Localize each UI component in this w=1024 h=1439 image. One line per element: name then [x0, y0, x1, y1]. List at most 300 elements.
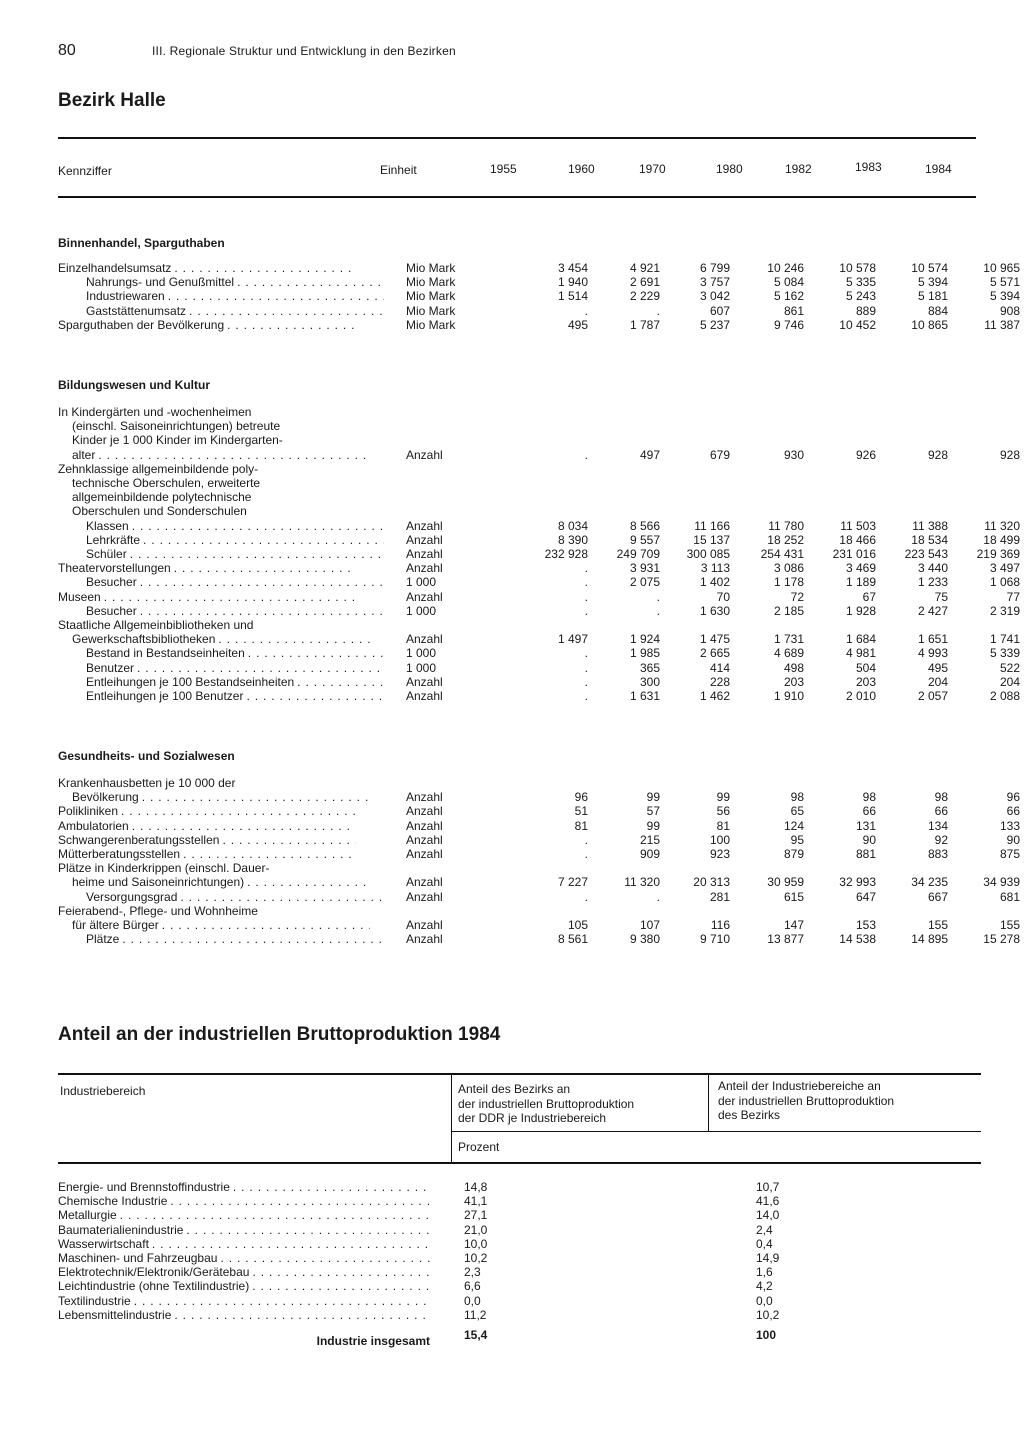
cell-value: 96 — [1006, 790, 1020, 805]
table-row — [58, 932, 1020, 946]
cell-value — [948, 776, 1020, 790]
cell-value: 2 665 — [699, 646, 730, 661]
cell-value — [804, 776, 876, 790]
row-label-text: Theatervorstellungen — [58, 561, 171, 576]
year-header-1960: 1960 — [568, 162, 595, 176]
cell-value: 3 757 — [699, 275, 730, 290]
row-label-text: Schüler — [86, 547, 127, 562]
table-row — [58, 661, 1020, 675]
cell-value — [506, 861, 588, 875]
cell-value: 3 440 — [917, 561, 948, 576]
cell-value: 3 086 — [773, 561, 804, 576]
row-label — [58, 275, 384, 289]
cell-value — [876, 476, 948, 490]
cell-value — [876, 504, 948, 518]
cell-value: 70 — [716, 589, 730, 604]
row-label — [58, 448, 370, 462]
cell-value — [948, 476, 1020, 490]
cell-value: 56 — [716, 804, 730, 819]
cell-value: 231 016 — [832, 547, 876, 562]
row-label-cell — [58, 575, 384, 589]
cell-value: 4 993 — [917, 646, 948, 661]
year-header-1982: 1982 — [785, 162, 812, 176]
industry-table — [58, 1180, 956, 1348]
cell-value: . — [584, 832, 588, 847]
row-label-cell — [58, 519, 384, 533]
header-top-rule — [58, 137, 976, 139]
cell-value — [660, 618, 730, 632]
cell-value: 10 865 — [911, 317, 948, 332]
cell-value: 1 940 — [557, 275, 588, 290]
cell-value: 9 746 — [773, 317, 804, 332]
cell-value — [730, 618, 804, 632]
cell-value: 203 — [783, 674, 804, 689]
cell-value: 11 388 — [912, 518, 948, 533]
table-row — [58, 405, 1020, 419]
cell-value: 9 710 — [699, 932, 730, 947]
cell-value: . — [584, 603, 588, 618]
industry-label — [58, 1180, 430, 1194]
row-label-cell — [58, 675, 384, 689]
row-label-text: Oberschulen und Sonderschulen — [72, 504, 247, 519]
cell-value: 98 — [790, 790, 804, 805]
cell-value — [876, 462, 948, 476]
cell-value: 5 162 — [773, 289, 804, 304]
cell-value — [506, 490, 588, 504]
cell-value: 10 246 — [767, 261, 804, 275]
table2-col-divider-1 — [451, 1075, 452, 1163]
cell-value: 926 — [855, 447, 876, 462]
cell-value: 18 534 — [911, 532, 948, 547]
table2-col-a-line2: der industriellen Bruttoproduktion — [458, 1096, 635, 1111]
industry-label — [58, 1194, 430, 1208]
table-row — [58, 490, 1020, 504]
row-label-cell — [58, 833, 384, 847]
cell-value: 100 — [709, 832, 730, 847]
row-label-text: Bevölkerung — [72, 790, 139, 805]
industry-label-text: Baumaterialienindustrie — [58, 1222, 184, 1237]
industry-label-cell — [58, 1180, 436, 1194]
row-label — [58, 304, 384, 318]
cell-value: 928 — [999, 447, 1020, 462]
row-label — [58, 433, 370, 447]
row-label — [58, 533, 384, 547]
row-label-cell — [58, 433, 384, 447]
row-label-cell — [58, 289, 384, 303]
share-ddr-value: 11,2 — [464, 1307, 487, 1322]
row-label — [58, 590, 356, 604]
row-label-cell — [58, 875, 384, 889]
row-label-text: Lehrkräfte — [86, 532, 141, 547]
row-label-text: Benutzer — [86, 660, 135, 675]
cell-value: . — [584, 660, 588, 675]
row-label — [58, 776, 356, 790]
row-label-text: Museen — [58, 589, 101, 604]
cell-value: 495 — [927, 660, 948, 675]
cell-value — [660, 419, 730, 433]
cell-value: 2 691 — [629, 275, 660, 290]
cell-value: . — [584, 689, 588, 704]
cell-value — [660, 405, 730, 419]
row-unit — [384, 861, 506, 875]
cell-value: 908 — [999, 303, 1020, 318]
table-row — [58, 776, 1020, 790]
cell-value: 99 — [646, 790, 660, 805]
row-label-text: Gewerkschaftsbibliotheken — [72, 632, 216, 647]
cell-value: 15 137 — [693, 532, 730, 547]
row-label-text: Besucher — [86, 603, 137, 618]
row-unit: Anzahl — [406, 932, 443, 947]
table2-col-b-line2: der industriellen Bruttoproduktion — [718, 1093, 895, 1108]
cell-value: 90 — [1006, 832, 1020, 847]
table-row — [58, 1265, 956, 1279]
cell-value: 923 — [709, 847, 730, 862]
row-label — [58, 833, 356, 847]
leader-dots — [227, 318, 356, 332]
share-bezirk-value: 14,0 — [756, 1208, 780, 1223]
table-row — [58, 618, 1020, 632]
cell-value — [804, 405, 876, 419]
cell-value — [588, 490, 660, 504]
row-label — [58, 504, 370, 518]
row-unit: Mio Mark — [406, 289, 456, 304]
cell-value: . — [656, 603, 660, 618]
cell-value — [588, 776, 660, 790]
row-label-text: Nahrungs- und Genußmittel — [86, 275, 235, 290]
cell-value — [804, 419, 876, 433]
table-row — [58, 575, 1020, 589]
section-table — [58, 405, 1020, 703]
cell-value: 95 — [790, 832, 804, 847]
industry-label-text: Metallurgie — [58, 1208, 117, 1223]
cell-value: 681 — [999, 889, 1020, 904]
row-label — [58, 419, 370, 433]
row-label — [58, 890, 384, 904]
cell-value: 3 469 — [845, 561, 876, 576]
row-label — [58, 875, 370, 889]
table-row — [58, 890, 1020, 904]
table2-col-b-line1: Anteil der Industriebereiche an — [718, 1079, 881, 1093]
section-title: Binnenhandel, Sparguthaben — [58, 236, 225, 250]
cell-value — [876, 776, 948, 790]
cell-value: 1 189 — [845, 575, 876, 590]
row-label-text: Zehnklassige allgemeinbildende poly- — [58, 461, 259, 476]
row-label-cell — [58, 590, 384, 604]
share-bezirk-value: 10,2 — [756, 1307, 780, 1322]
cell-value — [660, 904, 730, 918]
table-row — [58, 1308, 956, 1322]
cell-value — [948, 433, 1020, 447]
cell-value: 105 — [567, 918, 588, 933]
row-label-text: Feierabend-, Pflege- und Wohnheime — [58, 903, 258, 918]
table-row — [58, 304, 1020, 318]
cell-value — [876, 433, 948, 447]
cell-value — [660, 476, 730, 490]
cell-value: 124 — [783, 818, 804, 833]
cell-value: 66 — [934, 804, 948, 819]
year-header-1970: 1970 — [639, 162, 666, 176]
cell-value: 4 689 — [773, 646, 804, 661]
cell-value — [506, 419, 588, 433]
cell-value: 928 — [927, 447, 948, 462]
row-unit: Anzahl — [406, 832, 443, 847]
row-label-cell — [58, 604, 384, 618]
cell-value: 204 — [999, 674, 1020, 689]
industry-label-text: Textilindustrie — [58, 1293, 131, 1308]
row-unit: 1 000 — [406, 646, 437, 661]
cell-value: 861 — [783, 303, 804, 318]
cell-value — [948, 504, 1020, 518]
row-label-text: Entleihungen je 100 Benutzer — [86, 689, 244, 704]
cell-value: 2 010 — [845, 689, 876, 704]
cell-value — [588, 476, 660, 490]
page-title: Bezirk Halle — [58, 90, 166, 111]
row-unit — [384, 433, 506, 447]
leader-dots — [218, 632, 370, 646]
cell-value — [660, 462, 730, 476]
row-label-cell — [58, 918, 384, 932]
leader-dots — [183, 847, 356, 861]
cell-value: 11 166 — [694, 518, 730, 533]
cell-value — [730, 776, 804, 790]
row-unit: Mio Mark — [406, 303, 456, 318]
share-bezirk-value: 41,6 — [756, 1194, 780, 1209]
industry-label-text: Maschinen- und Fahrzeugbau — [58, 1251, 218, 1266]
section-title: Bildungswesen und Kultur — [58, 378, 210, 392]
table-row — [58, 504, 1020, 518]
table-row — [58, 462, 1020, 476]
row-label-text: Plätze in Kinderkrippen (einschl. Dauer- — [58, 861, 270, 876]
row-unit: Anzahl — [406, 889, 443, 904]
row-unit: Anzahl — [406, 918, 443, 933]
share-bezirk-value: 0,4 — [756, 1236, 773, 1251]
cell-value: 2 319 — [989, 603, 1020, 618]
industry-label-text: Elektrotechnik/Elektronik/Gerätebau — [58, 1265, 250, 1280]
row-label — [58, 405, 356, 419]
cell-value: 3 454 — [557, 261, 588, 275]
row-label-cell — [58, 419, 384, 433]
row-label-text: Polikliniken — [58, 804, 119, 819]
leader-dots — [170, 1194, 430, 1208]
row-unit: Anzahl — [406, 632, 443, 647]
year-header-1984: 1984 — [925, 162, 952, 176]
cell-value: 3 113 — [700, 561, 730, 576]
row-unit: Mio Mark — [406, 317, 456, 332]
row-label — [58, 618, 356, 632]
table-row — [58, 561, 1020, 575]
row-unit: Anzahl — [406, 847, 443, 862]
row-unit — [384, 490, 506, 504]
cell-value: 11 387 — [984, 317, 1020, 332]
share-ddr-value: 10,0 — [464, 1236, 488, 1251]
row-label-text: Entleihungen je 100 Bestandseinheiten — [86, 674, 295, 689]
total-share-ddr: 15,4 — [464, 1327, 488, 1342]
cell-value: 81 — [574, 818, 588, 833]
cell-value: . — [584, 847, 588, 862]
share-bezirk-value: 14,9 — [756, 1251, 780, 1266]
row-label-text: alter — [72, 447, 96, 462]
cell-value: . — [656, 889, 660, 904]
cell-value: 72 — [790, 589, 804, 604]
cell-value: 15 278 — [983, 932, 1020, 947]
header-bottom-rule — [58, 196, 976, 198]
industry-label-text: Leichtindustrie (ohne Textilindustrie) — [58, 1279, 250, 1294]
cell-value: 1 630 — [699, 603, 730, 618]
row-label — [58, 675, 384, 689]
cell-value — [804, 490, 876, 504]
row-label-cell — [58, 790, 384, 804]
row-unit: Anzahl — [406, 674, 443, 689]
leader-dots — [152, 1237, 430, 1251]
cell-value: 32 993 — [839, 875, 876, 890]
cell-value — [588, 861, 660, 875]
cell-value — [730, 405, 804, 419]
cell-value: . — [584, 561, 588, 576]
cell-value — [660, 504, 730, 518]
cell-value: 5 181 — [917, 289, 948, 304]
row-label-text: Gaststättenumsatz — [86, 303, 187, 318]
year-header-1983: 1983 — [855, 160, 882, 174]
cell-value: 20 313 — [693, 875, 730, 890]
leader-dots — [186, 1223, 430, 1237]
row-label-cell — [58, 405, 384, 419]
share-ddr-value: 14,8 — [464, 1180, 488, 1194]
row-label — [58, 289, 384, 303]
table-row — [58, 261, 1020, 275]
cell-value: 3 497 — [989, 561, 1020, 576]
leader-dots — [140, 604, 384, 618]
leader-dots — [222, 833, 356, 847]
table-row — [58, 875, 1020, 889]
table2-col-a-line3: der DDR je Industriebereich — [458, 1111, 607, 1125]
cell-value: 7 227 — [557, 875, 588, 890]
row-label — [58, 604, 384, 618]
table-row — [58, 476, 1020, 490]
table-row — [58, 1294, 956, 1308]
row-unit: Anzahl — [406, 790, 443, 805]
row-label-cell — [58, 275, 384, 289]
table2-col-a — [458, 1082, 634, 1126]
industry-label — [58, 1265, 430, 1279]
cell-value: 228 — [709, 674, 730, 689]
table-row — [58, 1279, 956, 1293]
row-label-text: Schwangerenberatungsstellen — [58, 832, 220, 847]
cell-value: 300 — [639, 674, 660, 689]
row-label — [58, 932, 384, 946]
row-label-cell — [58, 318, 384, 332]
cell-value — [730, 476, 804, 490]
table-row — [58, 675, 1020, 689]
table2-subheader-rule — [452, 1131, 981, 1132]
cell-value — [506, 776, 588, 790]
cell-value — [588, 504, 660, 518]
row-unit: Anzahl — [406, 561, 443, 576]
industry-label — [58, 1308, 430, 1322]
cell-value: 215 — [639, 832, 660, 847]
row-label-cell — [58, 490, 384, 504]
cell-value: 249 709 — [616, 547, 660, 562]
cell-value: . — [584, 447, 588, 462]
row-unit: 1 000 — [406, 603, 437, 618]
row-label-text: heime und Saisoneinrichtungen) — [72, 875, 245, 890]
cell-value: 67 — [862, 589, 876, 604]
cell-value — [588, 462, 660, 476]
cell-value: 8 390 — [557, 532, 588, 547]
leader-dots — [134, 1294, 430, 1308]
row-unit — [384, 476, 506, 490]
cell-value: . — [656, 303, 660, 318]
industry-label-cell — [58, 1294, 436, 1308]
cell-value — [948, 490, 1020, 504]
cell-value: 4 981 — [845, 646, 876, 661]
row-unit: Anzahl — [406, 818, 443, 833]
section-table — [58, 776, 1020, 946]
row-unit: 1 000 — [406, 575, 437, 590]
table-row — [58, 632, 1020, 646]
cell-value — [948, 861, 1020, 875]
leader-dots — [122, 932, 384, 946]
cell-value: 2 185 — [773, 603, 804, 618]
cell-value: 883 — [927, 847, 948, 862]
cell-value: 667 — [927, 889, 948, 904]
cell-value — [804, 433, 876, 447]
industry-label-cell — [58, 1208, 436, 1222]
cell-value: 1 731 — [773, 632, 804, 647]
row-label-cell — [58, 646, 384, 660]
row-label-cell — [58, 932, 384, 946]
row-label-text: allgemeinbildende polytechnische — [72, 490, 252, 505]
cell-value — [730, 462, 804, 476]
industry-label-text: Energie- und Brennstoffindustrie — [58, 1180, 230, 1194]
cell-value: 134 — [927, 818, 948, 833]
cell-value: . — [656, 589, 660, 604]
share-bezirk-value: 4,2 — [756, 1279, 773, 1294]
cell-value: 98 — [934, 790, 948, 805]
table-row — [58, 861, 1020, 875]
row-unit — [384, 419, 506, 433]
cell-value: 203 — [855, 674, 876, 689]
cell-value — [506, 405, 588, 419]
leader-dots — [98, 448, 370, 462]
cell-value — [506, 904, 588, 918]
row-unit — [384, 405, 506, 419]
cell-value: 11 503 — [840, 518, 876, 533]
cell-value: 281 — [709, 889, 730, 904]
row-label — [58, 575, 384, 589]
cell-value — [804, 462, 876, 476]
leader-dots — [252, 1265, 430, 1279]
leader-dots — [130, 547, 384, 561]
cell-value: 1 631 — [629, 689, 660, 704]
table-row — [58, 318, 1020, 332]
row-label — [58, 318, 356, 332]
cell-value: 879 — [783, 847, 804, 862]
table2-unit: Prozent — [458, 1140, 500, 1154]
leader-dots — [237, 275, 384, 289]
cell-value: 8 566 — [629, 518, 660, 533]
leader-dots — [297, 675, 384, 689]
table2-col-divider-2 — [708, 1075, 709, 1132]
cell-value: 10 452 — [839, 317, 876, 332]
row-label — [58, 790, 370, 804]
row-label-text: Besucher — [86, 575, 137, 590]
col-header-label: Kennziffer — [58, 164, 112, 178]
row-label-text: Ambulatorien — [58, 818, 129, 833]
cell-value: 5 237 — [699, 317, 730, 332]
cell-value: 65 — [790, 804, 804, 819]
cell-value — [588, 618, 660, 632]
cell-value: 2 057 — [917, 689, 948, 704]
